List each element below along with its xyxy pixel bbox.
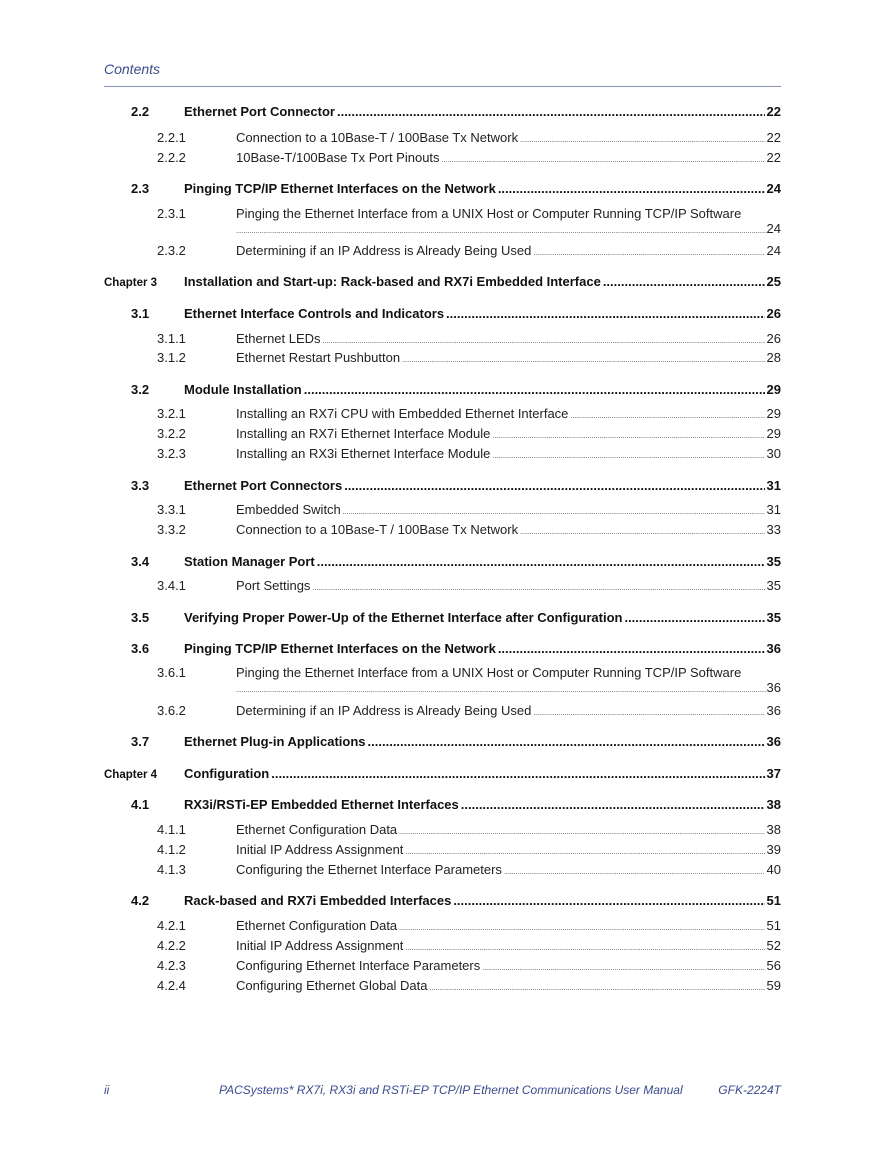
- toc-entry-title: Installing an RX3i Ethernet Interface Module: [236, 446, 491, 461]
- toc-entry-page: 59: [766, 978, 781, 993]
- page-header-title: Contents: [104, 61, 161, 77]
- toc-entry-page: 24: [766, 181, 781, 196]
- toc-entry-number: 4.2: [131, 893, 150, 908]
- toc-entry-title: 10Base-T/100Base Tx Port Pinouts: [236, 150, 440, 165]
- toc-entry-number: 3.4: [131, 554, 150, 569]
- toc-entry-title: Installation and Start-up: Rack-based and RX7i Embedded Interface: [184, 274, 601, 289]
- toc-entry-chapter-4[interactable]: [104, 766, 781, 786]
- toc-entry-number: 2.2.2: [157, 150, 186, 165]
- toc-entry-page: 33: [766, 522, 781, 537]
- toc-entry-number: 4.1.3: [157, 862, 186, 877]
- toc-entry-number: 2.2.1: [157, 130, 186, 145]
- toc-entry-2.3.1[interactable]: [104, 206, 781, 239]
- toc-entry-title: Determining if an IP Address is Already Being Used: [236, 703, 532, 718]
- toc-dot-leader: [236, 228, 767, 235]
- toc-entry-3.3[interactable]: [104, 478, 781, 498]
- toc-entry-number: 3.3.1: [157, 502, 186, 517]
- toc-entry-number: 3.1.1: [157, 331, 186, 346]
- toc-entry-title: Configuring the Ethernet Interface Parameters: [236, 862, 502, 877]
- toc-entry-page: 35: [766, 554, 781, 569]
- toc-dot-leader: [603, 274, 765, 289]
- toc-entry-title: Embedded Switch: [236, 502, 341, 517]
- toc-entry-2.3[interactable]: [104, 181, 781, 201]
- toc-entry-4.2.3[interactable]: [104, 958, 781, 978]
- toc-entry-number: 3.5: [131, 610, 150, 625]
- toc-entry-page: 26: [766, 331, 781, 346]
- toc-entry-3.5[interactable]: [104, 610, 781, 630]
- toc-entry-2.2[interactable]: [104, 104, 781, 124]
- toc-entry-title: Module Installation: [184, 382, 302, 397]
- toc-entry-number: 4.1: [131, 797, 150, 812]
- toc-entry-title: Ethernet LEDs: [236, 331, 321, 346]
- toc-entry-3.2[interactable]: [104, 382, 781, 402]
- toc-dot-leader: [337, 104, 765, 119]
- toc-entry-3.6[interactable]: [104, 641, 781, 661]
- toc-dot-leader: [504, 869, 765, 876]
- toc-entry-3.1.1[interactable]: [104, 331, 781, 351]
- toc-entry-number: 4.1.2: [157, 842, 186, 857]
- toc-entry-4.1.2[interactable]: [104, 842, 781, 862]
- toc-entry-3.2.3[interactable]: [104, 446, 781, 466]
- toc-entry-number: 4.2.2: [157, 938, 186, 953]
- toc-dot-leader: [368, 734, 765, 749]
- toc-entry-number: 4.2.4: [157, 978, 186, 993]
- toc-entry-number: 2.2: [131, 104, 150, 119]
- toc-dot-leader: [236, 687, 767, 694]
- toc-entry-number: 3.2.2: [157, 426, 186, 441]
- toc-entry-page: 29: [766, 382, 781, 397]
- toc-dot-leader: [482, 965, 764, 972]
- toc-entry-page: 39: [766, 842, 781, 857]
- toc-entry-title: Initial IP Address Assignment: [236, 842, 404, 857]
- toc-entry-title: Determining if an IP Address is Already Being Used: [236, 243, 532, 258]
- toc-entry-page: 38: [766, 822, 781, 837]
- toc-dot-leader: [304, 382, 765, 397]
- toc-entry-page: 28: [766, 350, 781, 365]
- toc-entry-2.3.2[interactable]: [104, 243, 781, 263]
- toc-entry-3.4.1[interactable]: [104, 578, 781, 598]
- toc-entry-title: Ethernet Interface Controls and Indicators: [184, 306, 445, 321]
- toc-entry-page: 26: [766, 306, 781, 321]
- toc-entry-title: RX3i/RSTi-EP Embedded Ethernet Interfaces: [184, 797, 459, 812]
- toc-entry-3.1[interactable]: [104, 306, 781, 326]
- toc-entry-number: 2.3.2: [157, 243, 186, 258]
- toc-entry-page: 52: [766, 938, 781, 953]
- toc-dot-leader: [520, 137, 764, 144]
- toc-entry-page: 22: [766, 150, 781, 165]
- toc-dot-leader: [323, 338, 765, 345]
- toc-entry-title: Installing an RX7i CPU with Embedded Ethernet Interface: [236, 406, 569, 421]
- toc-entry-title: Installing an RX7i Ethernet Interface Module: [236, 426, 491, 441]
- toc-entry-number: 4.2.1: [157, 918, 186, 933]
- toc-entry-3.1.2[interactable]: [104, 350, 781, 370]
- toc-entry-title: Rack-based and RX7i Embedded Interfaces: [184, 893, 452, 908]
- toc-entry-number: 2.3: [131, 181, 150, 196]
- toc-entry-page: 25: [766, 274, 781, 289]
- toc-entry-page: 29: [766, 406, 781, 421]
- toc-entry-page: 36: [766, 703, 781, 718]
- toc-entry-page: 36: [766, 641, 781, 656]
- toc-entry-title: Ethernet Port Connectors: [184, 478, 343, 493]
- toc-entry-4.2[interactable]: [104, 893, 781, 913]
- toc-entry-number: 3.1.2: [157, 350, 186, 365]
- toc-dot-leader: [570, 413, 764, 420]
- toc-dot-leader: [312, 585, 764, 592]
- toc-entry-number: Chapter 3: [104, 277, 158, 289]
- toc-entry-page: 31: [766, 502, 781, 517]
- toc-dot-leader: [405, 945, 764, 952]
- toc-entry-page: 29: [766, 426, 781, 441]
- toc-entry-3.2.2[interactable]: [104, 426, 781, 446]
- toc-entry-number: 3.3.2: [157, 522, 186, 537]
- toc-entry-3.6.2[interactable]: [104, 703, 781, 723]
- toc-entry-number: 3.6.1: [157, 665, 186, 680]
- toc-entry-number: 3.2: [131, 382, 150, 397]
- toc-entry-title: Pinging TCP/IP Ethernet Interfaces on the Network: [184, 641, 496, 656]
- toc-entry-page: 38: [766, 797, 781, 812]
- toc-entry-page: 35: [766, 610, 781, 625]
- toc-entry-page: 24: [766, 243, 781, 258]
- toc-entry-number: 3.3: [131, 478, 150, 493]
- toc-dot-leader: [498, 641, 765, 656]
- toc-dot-leader: [533, 250, 764, 257]
- toc-entry-number: Chapter 4: [104, 769, 158, 781]
- toc-entry-page: 36: [766, 680, 781, 695]
- toc-dot-leader: [520, 529, 764, 536]
- toc-dot-leader: [344, 478, 764, 493]
- toc-entry-page: 35: [766, 578, 781, 593]
- toc-dot-leader: [317, 554, 765, 569]
- toc-entry-page: 51: [766, 918, 781, 933]
- toc-entry-2.2.1[interactable]: [104, 130, 781, 150]
- toc-entry-title: Ethernet Plug-in Applications: [184, 734, 366, 749]
- toc-entry-page: 31: [766, 478, 781, 493]
- toc-dot-leader: [430, 985, 765, 992]
- toc-dot-leader: [399, 925, 764, 932]
- toc-entry-number: 4.2.3: [157, 958, 186, 973]
- footer-manual-title: PACSystems* RX7i, RX3i and RSTi-EP TCP/IP Ethernet Communications User Manual: [219, 1083, 683, 1097]
- toc-dot-leader: [461, 797, 765, 812]
- toc-dot-leader: [498, 181, 765, 196]
- toc-entry-4.2.4[interactable]: [104, 978, 781, 998]
- toc-entry-title: Ethernet Restart Pushbutton: [236, 350, 401, 365]
- toc-entry-number: 2.3.1: [157, 206, 186, 221]
- page-footer: [104, 1083, 781, 1099]
- toc-entry-number: 3.2.1: [157, 406, 186, 421]
- toc-dot-leader: [402, 357, 764, 364]
- toc-entry-4.1.3[interactable]: [104, 862, 781, 882]
- toc-dot-leader: [492, 453, 764, 460]
- toc-entry-page: 22: [766, 130, 781, 145]
- toc-entry-title: Connection to a 10Base-T / 100Base Tx Network: [236, 522, 519, 537]
- toc-dot-leader: [446, 306, 764, 321]
- toc-entry-title: Pinging the Ethernet Interface from a UNIX Host or Computer Running TCP/IP Software: [236, 665, 742, 680]
- toc-entry-chapter-3[interactable]: [104, 274, 781, 294]
- toc-entry-page: 37: [766, 766, 781, 781]
- toc-entry-3.4[interactable]: [104, 554, 781, 574]
- toc-entry-page: 56: [766, 958, 781, 973]
- toc-entry-page: 22: [766, 104, 781, 119]
- toc-dot-leader: [442, 157, 765, 164]
- toc-entry-number: 3.2.3: [157, 446, 186, 461]
- toc-entry-number: 3.6.2: [157, 703, 186, 718]
- toc-dot-leader: [492, 433, 764, 440]
- toc-entry-page: 30: [766, 446, 781, 461]
- toc-entry-title: Station Manager Port: [184, 554, 315, 569]
- toc-entry-number: 3.4.1: [157, 578, 186, 593]
- toc-dot-leader: [399, 829, 764, 836]
- toc-entry-number: 3.1: [131, 306, 150, 321]
- toc-entry-title: Ethernet Configuration Data: [236, 918, 398, 933]
- footer-document-number: GFK-2224T: [718, 1083, 781, 1097]
- toc-entry-2.2.2[interactable]: [104, 150, 781, 170]
- toc-dot-leader: [624, 610, 764, 625]
- toc-entry-4.1.1[interactable]: [104, 822, 781, 842]
- toc-entry-title: Pinging the Ethernet Interface from a UNIX Host or Computer Running TCP/IP Software: [236, 206, 742, 221]
- toc-entry-page: 51: [766, 893, 781, 908]
- toc-entry-title: Connection to a 10Base-T / 100Base Tx Network: [236, 130, 519, 145]
- toc-entry-title: Configuring Ethernet Interface Parameters: [236, 958, 481, 973]
- toc-entry-title: Initial IP Address Assignment: [236, 938, 404, 953]
- toc-entry-title: Pinging TCP/IP Ethernet Interfaces on the Network: [184, 181, 496, 196]
- toc-dot-leader: [533, 710, 764, 717]
- toc-dot-leader: [453, 893, 764, 908]
- toc-entry-title: Configuration: [184, 766, 270, 781]
- toc-dot-leader: [405, 849, 764, 856]
- toc-entry-page: 40: [766, 862, 781, 877]
- toc-entry-number: 4.1.1: [157, 822, 186, 837]
- toc-dot-leader: [271, 766, 764, 781]
- toc-entry-page: 24: [766, 221, 781, 236]
- toc-entry-title: Configuring Ethernet Global Data: [236, 978, 428, 993]
- toc-entry-title: Ethernet Configuration Data: [236, 822, 398, 837]
- toc-entry-page: 36: [766, 734, 781, 749]
- footer-page-number: ii: [104, 1083, 110, 1097]
- toc-entry-4.2.2[interactable]: [104, 938, 781, 958]
- toc-entry-3.6.1[interactable]: [104, 665, 781, 698]
- toc-entry-3.3.1[interactable]: [104, 502, 781, 522]
- toc-entry-3.2.1[interactable]: [104, 406, 781, 426]
- toc-entry-3.3.2[interactable]: [104, 522, 781, 542]
- toc-entry-number: 3.7: [131, 734, 150, 749]
- toc-entry-title: Port Settings: [236, 578, 311, 593]
- toc-dot-leader: [343, 509, 765, 516]
- toc-entry-4.2.1[interactable]: [104, 918, 781, 938]
- toc-entry-3.7[interactable]: [104, 734, 781, 754]
- toc-entry-number: 3.6: [131, 641, 150, 656]
- toc-entry-4.1[interactable]: [104, 797, 781, 817]
- toc-entry-title: Verifying Proper Power-Up of the Ethernet Interface after Configuration: [184, 610, 623, 625]
- toc-entry-title: Ethernet Port Connector: [184, 104, 335, 119]
